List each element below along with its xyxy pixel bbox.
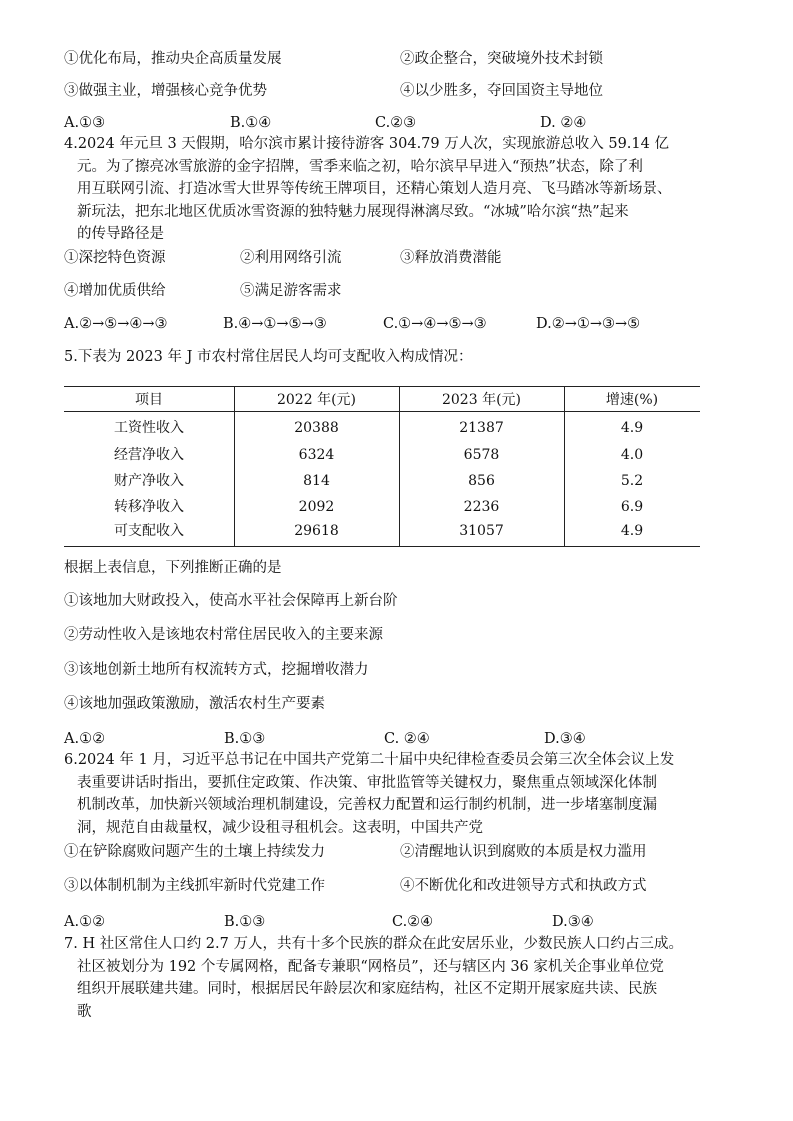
q4-statement-4: ④增加优质供给: [64, 283, 166, 299]
table-header-growth: 增速(%): [605, 392, 659, 408]
table-cell-2023: 31057: [459, 523, 504, 539]
q4-stem-line-5: 的传导路径是: [77, 226, 164, 242]
q4-stem-line-2: 元。为了擦亮冰雪旅游的金字招牌，雪季来临之初，哈尔滨早早进入“预热”状态，除了利: [77, 159, 643, 175]
q5-statement-4: ④该地加强政策激励，激活农村生产要素: [64, 696, 325, 712]
q5-choice-d[interactable]: D.③④: [544, 731, 586, 747]
q6-stem-line-4: 洞，规范自由裁量权，减少设租寻租机会。这表明，中国共产党: [77, 820, 483, 836]
q5-stem: 根据上表信息，下列推断正确的是: [64, 560, 282, 576]
q7-stem-line-4: 歌: [77, 1004, 92, 1020]
table-header-item: 项目: [135, 392, 163, 408]
q3-statement-3: ③做强主业，增强核心竞争优势: [64, 83, 267, 99]
q6-stem-line-2: 表重要讲话时指出，要抓住定政策、作决策、审批监管等关键权力，聚焦重点领域深化体制: [77, 775, 657, 791]
table-cell-item: 财产净收入: [114, 473, 184, 489]
q6-stem-line-3: 机制改革，加快新兴领域治理机制建设，完善权力配置和运行制约机制，进一步堵塞制度漏: [77, 797, 657, 813]
q3-choice-a[interactable]: A.①③: [64, 115, 106, 131]
table-cell-item: 经营净收入: [114, 447, 184, 463]
q6-statement-4: ④不断优化和改进领导方式和执政方式: [400, 878, 647, 894]
q5-statement-2: ②劳动性收入是该地农村常住居民收入的主要来源: [64, 627, 383, 643]
q5-choice-b[interactable]: B.①③: [224, 731, 266, 747]
table-header-2022: 2022 年(元): [276, 392, 356, 408]
table-cell-2023: 856: [468, 473, 495, 489]
q4-choice-c[interactable]: C.①→④→⑤→③: [383, 316, 487, 332]
q5-choice-a[interactable]: A.①②: [64, 731, 106, 747]
q6-choice-b[interactable]: B.①③: [224, 914, 266, 930]
q4-statement-1: ①深挖特色资源: [64, 250, 166, 266]
q4-statement-3: ③释放消费潜能: [400, 250, 502, 266]
q4-stem-line-1: 4.2024 年元旦 3 天假期，哈尔滨市累计接待游客 304.79 万人次，实现旅游总收入 59.14 亿: [64, 136, 669, 152]
q7-stem-line-2: 社区被划分为 192 个专属网格，配备专兼职“网格员”，还与辖区内 36 家机关企事业单位党: [77, 959, 664, 975]
q6-statement-2: ②清醒地认识到腐败的本质是权力滥用: [400, 844, 647, 860]
q3-statement-1: ①优化布局，推动央企高质量发展: [64, 51, 282, 67]
q3-choice-d[interactable]: D. ②④: [540, 115, 587, 131]
table-cell-growth: 4.0: [620, 447, 644, 463]
table-cell-item: 转移净收入: [114, 499, 184, 515]
q5-statement-3: ③该地创新土地所有权流转方式，挖掘增收潜力: [64, 662, 369, 678]
table-cell-2023: 21387: [459, 420, 504, 436]
q3-statement-4: ④以少胜多，夺回国资主导地位: [400, 83, 603, 99]
q6-statement-1: ①在铲除腐败问题产生的土壤上持续发力: [64, 844, 325, 860]
q3-statement-2: ②政企整合，突破境外技术封锁: [400, 51, 603, 67]
table-cell-growth: 4.9: [620, 420, 644, 436]
q6-choice-d[interactable]: D.③④: [552, 914, 594, 930]
q3-choice-c[interactable]: C.②③: [375, 115, 417, 131]
q4-choice-b[interactable]: B.④→①→⑤→③: [223, 316, 327, 332]
table-cell-2022: 814: [303, 473, 330, 489]
q4-statement-2: ②利用网络引流: [240, 250, 342, 266]
q4-stem-line-4: 新玩法，把东北地区优质冰雪资源的独特魅力展现得淋漓尽致。“冰城”哈尔滨“热”起来: [77, 204, 629, 220]
table-cell-item: 可支配收入: [114, 523, 184, 539]
q7-stem-line-1: 7. H 社区常住人口约 2.7 万人，共有十多个民族的群众在此安居乐业，少数民族人口约占三成。: [64, 936, 683, 952]
q5-intro: 5.下表为 2023 年 J 市农村常住居民人均可支配收入构成情况：: [64, 349, 473, 365]
q4-choice-d[interactable]: D.②→①→③→⑤: [536, 316, 641, 332]
q4-stem-line-3: 用互联网引流、打造冰雪大世界等传统王牌项目，还精心策划人造月亮、飞马踏冰等新场景、: [77, 181, 672, 197]
q3-choice-b[interactable]: B.①④: [230, 115, 272, 131]
table-cell-growth: 5.2: [620, 473, 644, 489]
q6-choice-c[interactable]: C.②④: [392, 914, 434, 930]
table-cell-growth: 4.9: [620, 523, 644, 539]
table-cell-2023: 2236: [463, 499, 500, 515]
q6-stem-line-1: 6.2024 年 1 月，习近平总书记在中国共产党第二十届中央纪律检查委员会第三次全体会议上发: [64, 752, 675, 768]
q6-choice-a[interactable]: A.①②: [64, 914, 106, 930]
q5-statement-1: ①该地加大财政投入，使高水平社会保障再上新台阶: [64, 593, 398, 609]
table-header-2023: 2023 年(元): [441, 392, 521, 408]
table-cell-2022: 20388: [294, 420, 339, 436]
q4-choice-a[interactable]: A.②→⑤→④→③: [64, 316, 168, 332]
q4-statement-5: ⑤满足游客需求: [240, 283, 342, 299]
q6-statement-3: ③以体制机制为主线抓牢新时代党建工作: [64, 878, 325, 894]
table-cell-growth: 6.9: [620, 499, 644, 515]
table-cell-2023: 6578: [463, 447, 500, 463]
q5-choice-c[interactable]: C. ②④: [384, 731, 430, 747]
table-cell-2022: 6324: [298, 447, 335, 463]
table-cell-2022: 29618: [294, 523, 339, 539]
table-cell-2022: 2092: [298, 499, 335, 515]
q7-stem-line-3: 组织开展联建共建。同时，根据居民年龄层次和家庭结构，社区不定期开展家庭共读、民族: [77, 981, 657, 997]
table-cell-item: 工资性收入: [114, 420, 184, 436]
